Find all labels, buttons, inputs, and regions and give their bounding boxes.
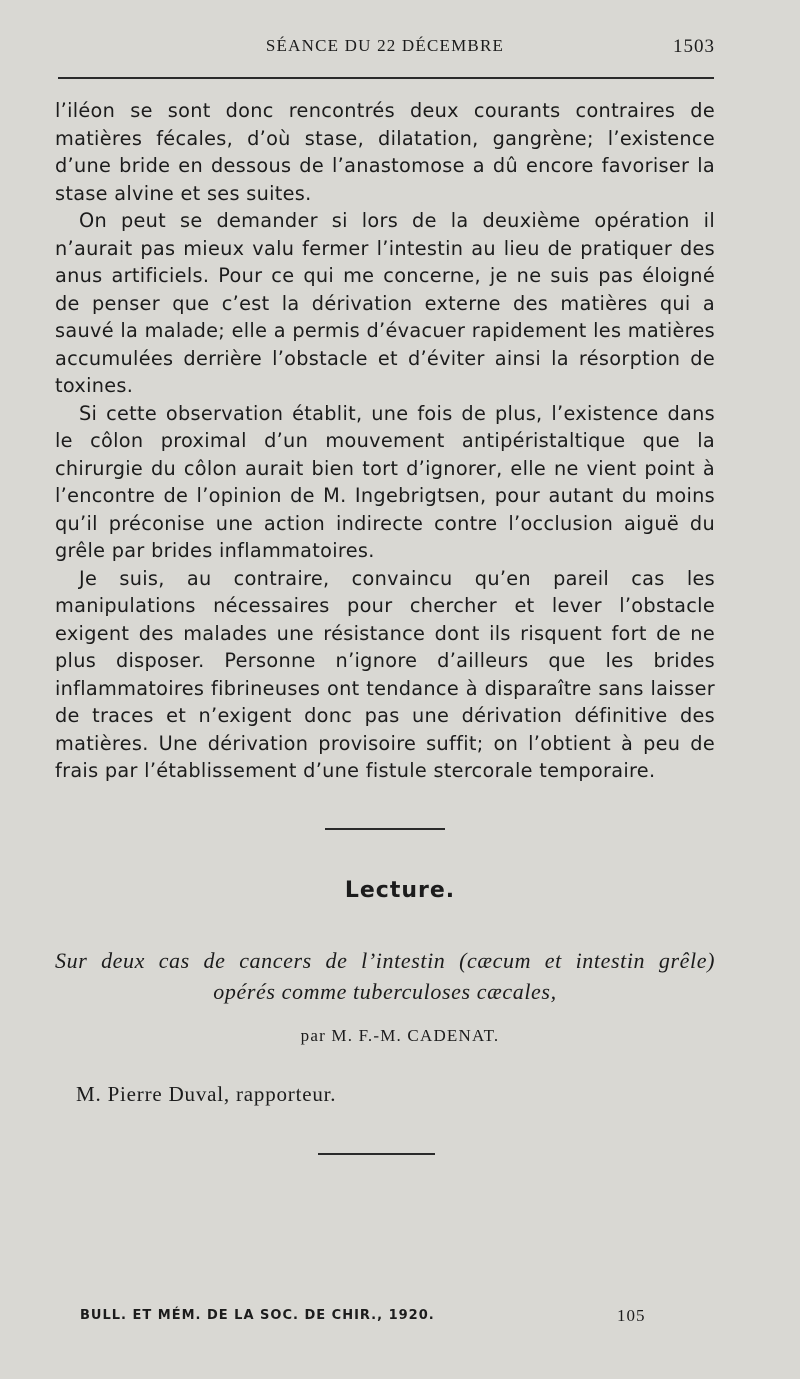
section-title: Lecture. (344, 878, 456, 903)
section-separator (325, 828, 445, 830)
body-text (55, 97, 715, 785)
header-rule (58, 77, 714, 79)
article-title (55, 945, 715, 1007)
article-title-line: opérés comme tuberculoses cæcales, (213, 979, 557, 1004)
closing-separator (318, 1153, 435, 1155)
paragraph: Je suis, au contraire, convaincu qu’en pareil cas les manipulations nécessaires pour chercher et lever l’obstacle exigent des malades une résistance dont ils risquent fort de ne plus disposer. Personne n’ignore d’ailleurs que les brides inflammatoires fibrineuses ont tendance à disparaître sans laisser de traces et n’exigent donc pas une dérivation définitive des matières. Une dérivation provisoire suffit; on l’obtient à peu de frais par l’établissement d’une fistule stercorale temporaire. (55, 566, 715, 782)
paragraph: On peut se demander si lors de la deuxième opération il n’aurait pas mieux valu fermer l’intestin au lieu de pratiquer des anus artificiels. Pour ce qui me concerne, je ne suis pas éloigné de penser que c’est la dérivation externe des matières qui a sauvé la malade; elle a permis d’évacuer rapidement les matières accumulées derrière l’obstacle et d’éviter ainsi la résorption de toxines. (55, 209, 715, 397)
paragraph-continuation: l’iléon se sont donc rencontrés deux courants contraires de matières fécales, d’où stase, dilatation, gangrène; l’existence d’une bride en dessous de l’anastomose a dû encore favoriser la stase alvine et ses suites. (55, 99, 715, 205)
rapporteur-line: M. Pierre Duval, rapporteur. (76, 1082, 337, 1106)
page-header (55, 36, 715, 62)
running-head: SÉANCE DU 22 DÉCEMBRE (265, 36, 505, 55)
page-number: 1503 (673, 36, 715, 57)
journal-footer: BULL. ET MÉM. DE LA SOC. DE CHIR., 1920. (80, 1308, 435, 1323)
article-title-line: Sur deux cas de cancers de l’intestin (cæcum et intestin grêle) (55, 948, 715, 973)
paragraph: Si cette observation établit, une fois de plus, l’existence dans le côlon proximal d’un mouvement antipéristaltique que la chirurgie du côlon aurait bien tort d’ignorer, elle ne vient point à l’encontre de l’opinion de M. Ingebrigtsen, pour autant du moins qu’il préconise une action indirecte contre l’occlusion aiguë du grêle par brides inflammatoires. (55, 401, 715, 562)
article-author: par M. F.-M. CADENAT. (300, 1026, 500, 1045)
signature-mark: 105 (617, 1306, 646, 1325)
